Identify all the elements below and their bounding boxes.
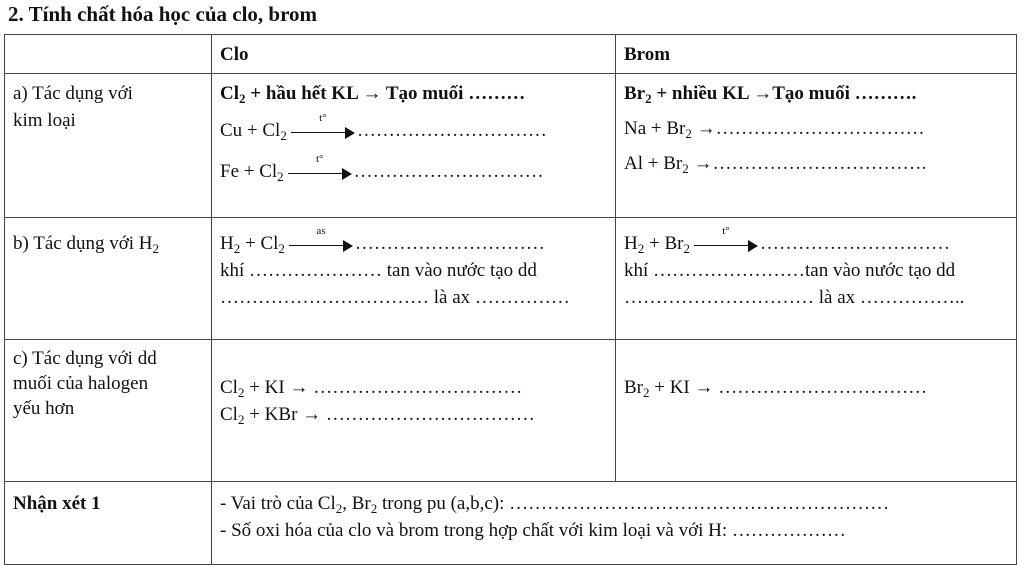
row-a-label-line2: kim loại (13, 110, 76, 131)
row-a-clo-eq-fe: $Fe + Cl_2$ t° ………………………… (220, 152, 544, 184)
row-c-clo (212, 340, 616, 482)
halogen-properties-table (4, 34, 1017, 565)
row-a-brom-heading: $Br_2$ + nhiều KL →Tạo muối ………. (624, 83, 917, 106)
row-b-clo-line3: …………………………… là ax …………… (220, 287, 570, 308)
row-a-clo (212, 74, 616, 218)
row-b-clo-eq: $H_2 + Cl_2$ as ………………………… (220, 224, 545, 256)
row-b-label: b) Tác dụng với $H_2$ (5, 218, 212, 340)
row-b-clo-line2: khí ………………… tan vào nước tạo dd (220, 260, 537, 281)
row-b-brom (616, 218, 1017, 340)
row-b-brom-eq: $H_2 + Br_2$ t° ………………………… (624, 224, 950, 256)
row-c-label-line1: c) Tác dụng với dd (13, 348, 157, 369)
row-d-content (212, 482, 1017, 565)
row-a-clo-heading: $Cl_2$ + hầu hết KL → Tạo muối ……… (220, 83, 526, 106)
row-a-brom (616, 74, 1017, 218)
reaction-arrow-icon: t° (694, 238, 758, 252)
row-c-brom-eq-ki: $Br_2$ + KI → …………………………… (624, 377, 928, 400)
row-c-label-line2: muối của halogen (13, 373, 149, 394)
row-c-label-line3: yếu hơn (13, 398, 75, 419)
row-a-label-line1: a) Tác dụng với (13, 83, 133, 104)
header-empty-cell (5, 35, 212, 74)
row-a-brom-eq-al: $Al + Br_2$ →……………………………. (624, 153, 927, 176)
table-row-hydrogen (5, 218, 1017, 340)
row-b-brom-line2: khí ……………………tan vào nước tạo dd (624, 260, 956, 281)
row-a-clo-eq-cu: $Cu + Cl_2$ t° ………………………… (220, 111, 547, 143)
row-a-label (5, 74, 212, 218)
section-title: 2. Tính chất hóa học của clo, brom (8, 2, 318, 26)
reaction-arrow-icon: as (289, 238, 353, 252)
table-row-metal (5, 74, 1017, 218)
row-c-label (5, 340, 212, 482)
header-clo: Clo (212, 35, 616, 74)
row-a-brom-eq-na: $Na + Br_2$ →…………………………… (624, 118, 925, 141)
row-b-brom-line3: ………………………… là ax …………….. (624, 287, 965, 308)
row-c-clo-eq-ki: $Cl_2$ + KI → …………………………… (220, 377, 523, 400)
row-d-label: Nhận xét 1 (5, 482, 212, 565)
row-c-brom (616, 340, 1017, 482)
table-row-halide-salt (5, 340, 1017, 482)
header-brom: Brom (616, 35, 1017, 74)
table-row-remark (5, 482, 1017, 565)
row-d-line2: - Số oxi hóa của clo và brom trong hợp chất với kim loại và với H: ……………… (220, 520, 846, 541)
reaction-arrow-icon: t° (291, 125, 355, 139)
reaction-arrow-icon: t° (288, 166, 352, 180)
table-header-row (5, 35, 1017, 74)
row-c-clo-eq-kbr: $Cl_2$ + KBr → …………………………… (220, 404, 535, 427)
row-b-clo (212, 218, 616, 340)
row-d-line1: - Vai trò của $Cl_2$, $Br_2$ trong pu (a,b,c): …………………………………………………… (220, 493, 890, 516)
